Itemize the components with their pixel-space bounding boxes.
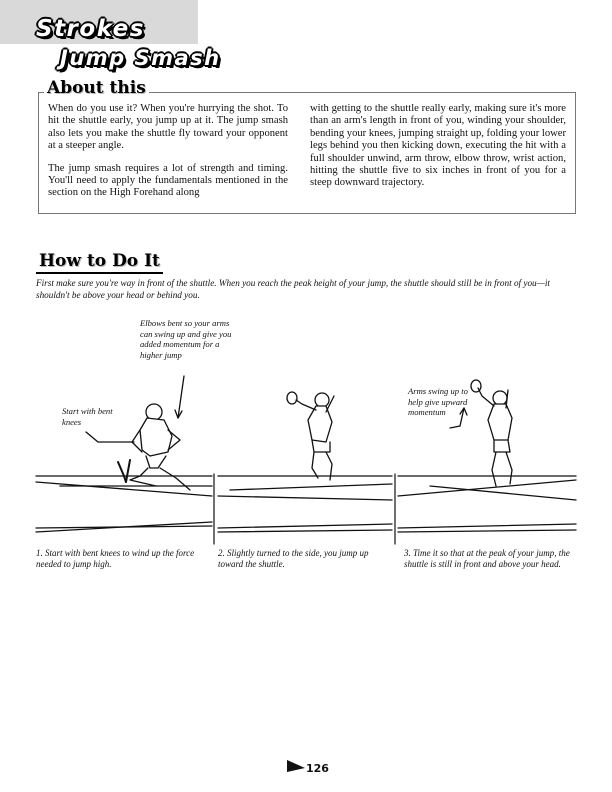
player-figure-2 [287, 392, 334, 480]
subsection-title: Jump Smash [60, 46, 221, 70]
court-lines-panel-2 [218, 476, 392, 532]
about-paragraph: When do you use it? When you're hurrying the shot. To hit the shuttle early, you jump up at it. The jump smash also lets you make the shuttle fly toward your opponent at a steeper angle. [48, 103, 288, 152]
howto-heading: How to Do It [36, 251, 163, 274]
knees-callout-line [86, 432, 134, 442]
figure-caption-3: 3. Time it so that at the peak of your jump, the shuttle is still in front and above your head. [404, 548, 570, 570]
court-lines-panel-1 [36, 476, 212, 532]
annotation-arms: Arms swing up to help give upward momentum [408, 386, 468, 418]
about-right-column [310, 103, 566, 200]
howto-intro: First make sure you're way in front of the shuttle. When you reach the peak height of your jump, the shuttle should still be in front of you—it shouldn't be above your head or behind you. [36, 278, 550, 300]
page-number: 126 [306, 762, 329, 775]
annotation-elbows: Elbows bent so your arms can swing up and give you added momentum for a higher jump [140, 318, 232, 360]
figure-caption-1: 1. Start with bent knees to wind up the force needed to jump high. [36, 548, 195, 570]
about-heading: About this [44, 78, 149, 98]
court-lines-panel-3 [398, 476, 576, 532]
figure-caption-2: 2. Slightly turned to the side, you jump up toward the shuttle. [218, 548, 369, 570]
section-title: Strokes [36, 16, 145, 42]
annotation-knees: Start with bent knees [62, 406, 113, 427]
triangle-pointer-icon [287, 760, 305, 772]
about-paragraph: with getting to the shuttle really early, making sure it's more than an arm's length in front of you, winding your shoulder, bending your knees, jumping straight up, folding your lower legs behind you then kicking down, executing the hit with a full shoulder unwind, arm throw, elbow throw, wrist action, hitting the shuttle five to six inches in front of you for a steep downward trajectory. [310, 103, 566, 189]
about-paragraph: The jump smash requires a lot of strength and timing. You'll need to apply the fundamentals mentioned in the section on the High Forehand along [48, 162, 288, 199]
about-left-column [48, 103, 288, 210]
